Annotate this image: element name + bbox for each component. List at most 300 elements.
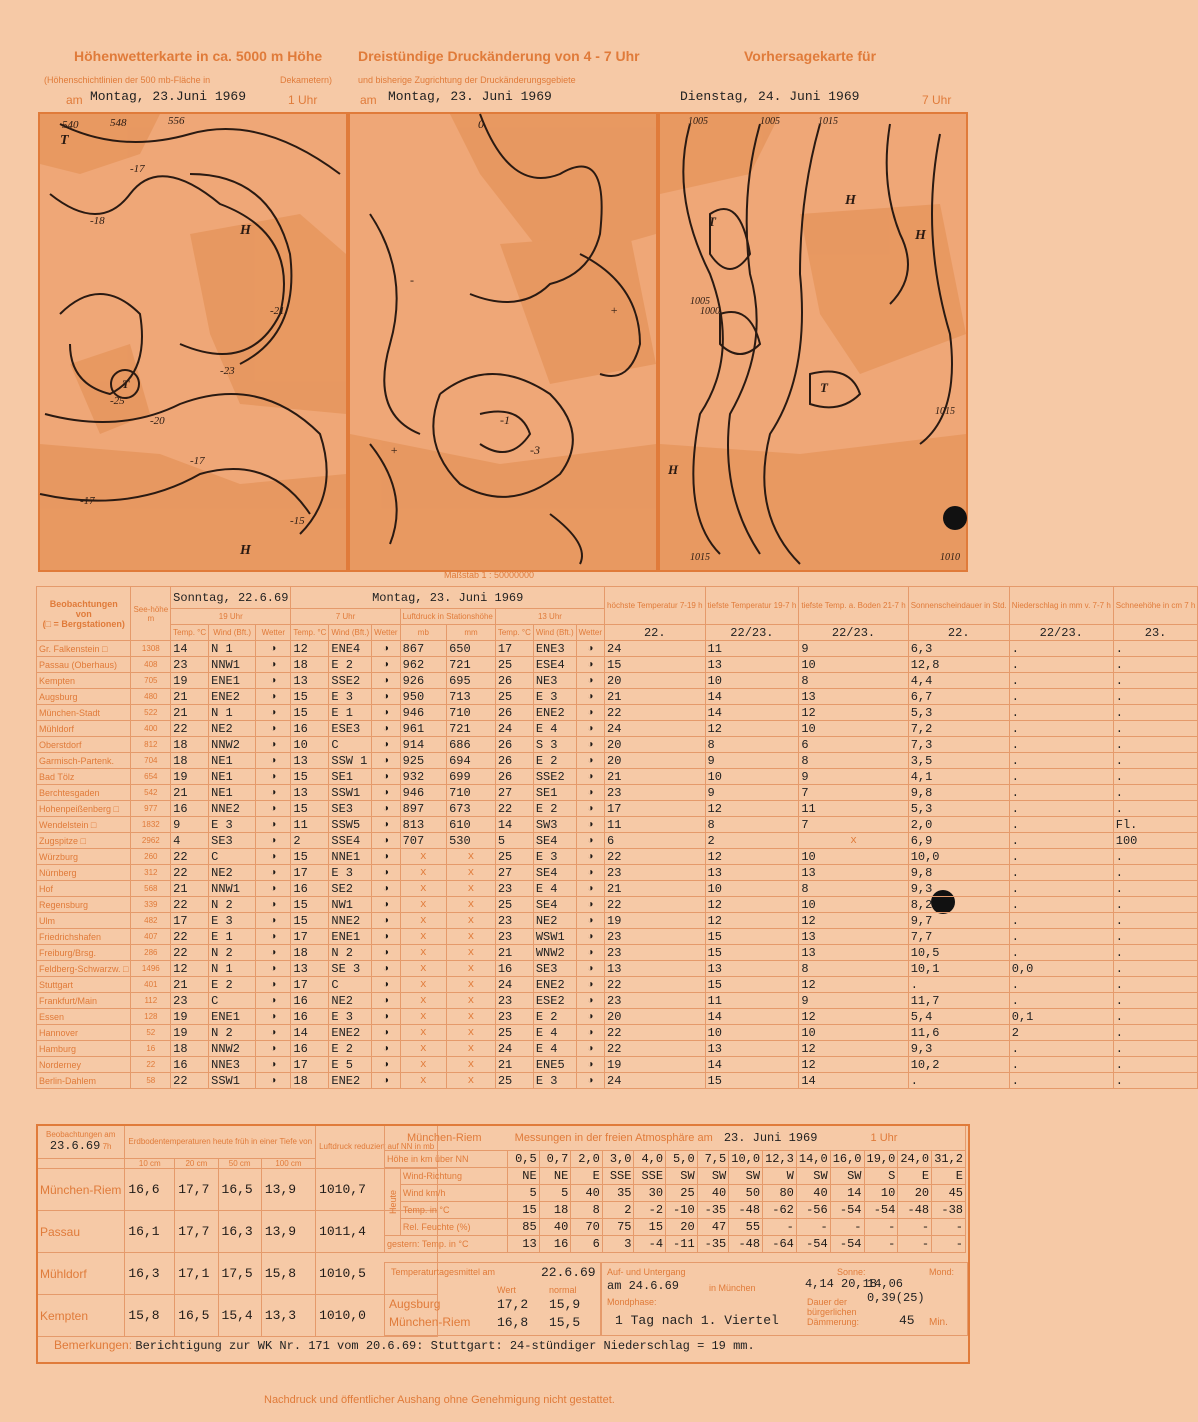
middle-map-title: Dreistündige Druckänderung von 4 - 7 Uhr xyxy=(358,48,640,64)
weather-symbol-icon: ◑ xyxy=(256,1057,291,1073)
cell-sn: . xyxy=(1113,1057,1198,1073)
cell-s: 10,1 xyxy=(908,961,1009,977)
cell-t2: 15 xyxy=(291,769,329,785)
cell-sn: . xyxy=(1113,977,1198,993)
cell-w1: ENE2 xyxy=(209,689,256,705)
left-map-subtitle: (Höhenschichtlinien der 500 mb-Fläche in xyxy=(44,75,211,85)
cell-h: 1832 xyxy=(131,817,171,833)
cell-n: Hohenpeißenberg □ xyxy=(37,801,131,817)
atm-cell-spd: 40 xyxy=(697,1185,729,1202)
cell-mm: 695 xyxy=(447,673,496,689)
remarks-label: Bemerkungen: xyxy=(54,1338,133,1352)
cell-w2: SE2 xyxy=(329,881,372,897)
cell-h: 705 xyxy=(131,673,171,689)
cell-s: 12,8 xyxy=(908,657,1009,673)
cell-w2: SSW1 xyxy=(329,785,372,801)
svg-text:1000: 1000 xyxy=(700,306,720,317)
cell-t1: 21 xyxy=(171,689,209,705)
cell-mb: 946 xyxy=(400,705,447,721)
weather-symbol-icon: ◑ xyxy=(372,849,400,865)
soil-cell-d: 13,3 xyxy=(261,1295,315,1337)
cell-t2: 13 xyxy=(291,673,329,689)
atm-cell-feu: 70 xyxy=(571,1219,603,1236)
cell-s: 7,2 xyxy=(908,721,1009,737)
cell-w3: SE4 xyxy=(533,865,576,881)
cell-h: 1496 xyxy=(131,961,171,977)
weather-symbol-icon: ◑ xyxy=(372,721,400,737)
cell-sn: Fl. xyxy=(1113,817,1198,833)
cell-t3: 26 xyxy=(495,753,533,769)
cell-t1: 12 xyxy=(171,961,209,977)
atm-subtitle: Messungen in der freien Atmosphäre am xyxy=(514,1131,713,1144)
table-row xyxy=(37,1025,1198,1041)
cell-n: Kempten xyxy=(37,673,131,689)
atm-temp-label: Temp. in °C xyxy=(400,1202,507,1219)
cell-w2: SE3 xyxy=(329,801,372,817)
atm-cell-gest: - xyxy=(932,1236,966,1253)
cell-t2: 16 xyxy=(291,1009,329,1025)
cell-t3: 24 xyxy=(495,977,533,993)
weather-symbol-icon: ◑ xyxy=(372,881,400,897)
cell-hx: 19 xyxy=(605,1057,705,1073)
cell-w3: ESE2 xyxy=(533,993,576,1009)
cell-mm: 710 xyxy=(447,705,496,721)
cell-mm: 710 xyxy=(447,785,496,801)
weather-symbol-icon: ◑ xyxy=(576,881,604,897)
twilight-unit: Min. xyxy=(929,1317,948,1328)
atm-cell-spd: 50 xyxy=(729,1185,763,1202)
cell-sn: . xyxy=(1113,945,1198,961)
cell-t1: 22 xyxy=(171,1073,209,1089)
cell-r: . xyxy=(1009,945,1113,961)
cell-sn: . xyxy=(1113,1025,1198,1041)
cell-w2: ENE1 xyxy=(329,929,372,945)
cell-tx: 8 xyxy=(705,737,799,753)
atm-cell-dir: S xyxy=(864,1168,898,1185)
mean-temp-value-1: 17,2 xyxy=(497,1297,529,1312)
soil-cell-b: 17,1 xyxy=(175,1253,218,1295)
mean-temp-value-2: 16,8 xyxy=(497,1315,529,1330)
cell-w2: E 3 xyxy=(329,1009,372,1025)
weather-symbol-icon: ◑ xyxy=(372,993,400,1009)
cell-r: . xyxy=(1009,817,1113,833)
cell-w3: E 4 xyxy=(533,881,576,897)
cell-w1: N 2 xyxy=(209,1025,256,1041)
weather-symbol-icon: ◑ xyxy=(576,849,604,865)
svg-text:-1: -1 xyxy=(500,413,510,427)
cell-n: Gr. Falkenstein □ xyxy=(37,641,131,657)
soil-cell-c: 16,3 xyxy=(218,1211,261,1253)
cell-t2: 18 xyxy=(291,945,329,961)
cell-r: . xyxy=(1009,721,1113,737)
atm-cell-dir: SW xyxy=(830,1168,864,1185)
weather-symbol-icon: ◑ xyxy=(256,1009,291,1025)
cell-t1: 22 xyxy=(171,721,209,737)
cell-sn: . xyxy=(1113,753,1198,769)
cell-n: Oberstdorf xyxy=(37,737,131,753)
cell-r: . xyxy=(1009,977,1113,993)
cell-w3: E 2 xyxy=(533,1009,576,1025)
weather-symbol-icon: ◑ xyxy=(576,1073,604,1089)
cell-sn: . xyxy=(1113,929,1198,945)
cell-s: 8,2 xyxy=(908,897,1009,913)
col-date-3: 22/23. xyxy=(799,625,908,641)
cell-t3: 17 xyxy=(495,641,533,657)
weather-symbol-icon: ◑ xyxy=(256,1073,291,1089)
cell-t3: 27 xyxy=(495,785,533,801)
soil-cell-b: 16,5 xyxy=(175,1295,218,1337)
cell-t3: 25 xyxy=(495,1025,533,1041)
cell-hx: 23 xyxy=(605,993,705,1009)
cell-w2: ENE2 xyxy=(329,1025,372,1041)
cell-tb: 12 xyxy=(799,977,908,993)
cell-sn: . xyxy=(1113,673,1198,689)
cell-mm: 699 xyxy=(447,769,496,785)
cell-h: 408 xyxy=(131,657,171,673)
cell-tx: 10 xyxy=(705,881,799,897)
cell-s: . xyxy=(908,1073,1009,1089)
table-row xyxy=(37,673,1198,689)
cell-t3: 21 xyxy=(495,945,533,961)
atm-cell-temp: 2 xyxy=(602,1202,634,1219)
soil-cell-p: 1010,5 xyxy=(316,1253,438,1295)
atm-yesterday-label: gestern: Temp. in °C xyxy=(385,1236,508,1253)
cell-s: 10,2 xyxy=(908,1057,1009,1073)
table-row xyxy=(37,817,1198,833)
weather-symbol-icon: ◑ xyxy=(256,977,291,993)
cell-hx: 20 xyxy=(605,753,705,769)
cell-tx: 14 xyxy=(705,689,799,705)
cell-n: München-Stadt xyxy=(37,705,131,721)
cell-w1: SSW1 xyxy=(209,1073,256,1089)
cell-tx: 10 xyxy=(705,1025,799,1041)
cell-tx: 13 xyxy=(705,961,799,977)
cell-tx: 9 xyxy=(705,785,799,801)
cell-n: Zugspitze □ xyxy=(37,833,131,849)
cell-w1: C xyxy=(209,993,256,1009)
atm-height-row xyxy=(385,1151,966,1168)
cell-t3: 23 xyxy=(495,881,533,897)
cell-r: . xyxy=(1009,913,1113,929)
cell-w3: SE3 xyxy=(533,961,576,977)
weather-symbol-icon: ◑ xyxy=(256,785,291,801)
weather-symbol-icon: ◑ xyxy=(372,945,400,961)
cell-w1: N 1 xyxy=(209,641,256,657)
cell-tb: 13 xyxy=(799,689,908,705)
cell-hx: 19 xyxy=(605,913,705,929)
cell-sn: . xyxy=(1113,641,1198,657)
cell-t3: 26 xyxy=(495,737,533,753)
cell-w3: WSW1 xyxy=(533,929,576,945)
svg-text:H: H xyxy=(915,228,926,243)
soil-cell-d: 15,8 xyxy=(261,1253,315,1295)
cell-mb: 925 xyxy=(400,753,447,769)
cell-mb: x xyxy=(400,1041,447,1057)
table-row xyxy=(37,641,1198,657)
cell-r: . xyxy=(1009,753,1113,769)
atm-cell-feu: - xyxy=(898,1219,932,1236)
cell-mb: 926 xyxy=(400,673,447,689)
cell-tb: 8 xyxy=(799,753,908,769)
svg-text:1010: 1010 xyxy=(940,552,960,563)
cell-hx: 20 xyxy=(605,1009,705,1025)
cell-t2: 15 xyxy=(291,705,329,721)
atm-cell-heights: 24,0 xyxy=(898,1151,932,1168)
cell-w3: E 3 xyxy=(533,1073,576,1089)
cell-s: 9,3 xyxy=(908,1041,1009,1057)
cell-t3: 25 xyxy=(495,689,533,705)
weather-symbol-icon: ◑ xyxy=(576,737,604,753)
svg-text:-17: -17 xyxy=(80,495,95,507)
cell-tx: 15 xyxy=(705,1073,799,1089)
cell-t1: 22 xyxy=(171,865,209,881)
atm-cell-spd: 25 xyxy=(666,1185,698,1202)
cell-tb: 12 xyxy=(799,705,908,721)
table-row xyxy=(37,961,1198,977)
atm-cell-temp: -10 xyxy=(666,1202,698,1219)
max-temp-header: höchste Temperatur 7-19 h xyxy=(605,587,705,625)
cell-tx: 12 xyxy=(705,721,799,737)
cell-mm: 713 xyxy=(447,689,496,705)
observations-body xyxy=(37,641,1198,1089)
cell-mb: 932 xyxy=(400,769,447,785)
atm-dir-label: Wind-Richtung xyxy=(400,1168,507,1185)
cell-n: Ulm xyxy=(37,913,131,929)
monday-7-header: 7 Uhr xyxy=(291,609,400,625)
cell-w1: SE3 xyxy=(209,833,256,849)
upper-atmosphere-table xyxy=(384,1124,966,1253)
cell-sn: . xyxy=(1113,1009,1198,1025)
weather-symbol-icon: ◑ xyxy=(576,657,604,673)
atm-cell-feu: 47 xyxy=(697,1219,729,1236)
soil-cell-d: 13,9 xyxy=(261,1169,315,1211)
atm-cell-heights: 7,5 xyxy=(697,1151,729,1168)
cell-tb: 10 xyxy=(799,657,908,673)
atm-title-row xyxy=(385,1125,966,1151)
cell-t1: 23 xyxy=(171,993,209,1009)
cell-w1: N 1 xyxy=(209,705,256,721)
weather-symbol-icon: ◑ xyxy=(372,1073,400,1089)
sun-times: 4,14 20,18 xyxy=(805,1277,878,1291)
cell-w1: N 2 xyxy=(209,945,256,961)
cell-mb: x xyxy=(400,1025,447,1041)
cell-r: . xyxy=(1009,1041,1113,1057)
cell-t3: 25 xyxy=(495,897,533,913)
cell-hx: 13 xyxy=(605,961,705,977)
svg-text:H: H xyxy=(240,543,251,558)
cell-mb: 961 xyxy=(400,721,447,737)
weather-symbol-icon: ◑ xyxy=(372,1009,400,1025)
cell-t1: 4 xyxy=(171,833,209,849)
cell-w2: E 3 xyxy=(329,865,372,881)
weather-symbol-icon: ◑ xyxy=(256,1041,291,1057)
min-temp-header: tiefste Temperatur 19-7 h xyxy=(705,587,799,625)
atm-time: 1 Uhr xyxy=(870,1131,898,1144)
col-wetter: Wetter xyxy=(256,625,291,641)
cell-h: 2962 xyxy=(131,833,171,849)
cell-w1: E 2 xyxy=(209,977,256,993)
cell-w3: SSE2 xyxy=(533,769,576,785)
cell-s: 9,8 xyxy=(908,785,1009,801)
cell-tb: 14 xyxy=(799,1073,908,1089)
cell-t2: 18 xyxy=(291,1073,329,1089)
cell-w3: S 3 xyxy=(533,737,576,753)
cell-h: 400 xyxy=(131,721,171,737)
cell-w1: C xyxy=(209,849,256,865)
svg-text:-: - xyxy=(410,273,414,287)
weather-symbol-icon: ◑ xyxy=(372,1057,400,1073)
weather-symbol-icon: ◑ xyxy=(372,785,400,801)
weather-symbol-icon: ◑ xyxy=(372,657,400,673)
atm-cell-dir: SW xyxy=(796,1168,830,1185)
atm-cell-dir: SW xyxy=(729,1168,763,1185)
weather-symbol-icon: ◑ xyxy=(372,897,400,913)
moon-times: 14,06 0,39(25) xyxy=(867,1277,925,1305)
sunshine-header: Sonnenscheindauer in Std. xyxy=(908,587,1009,625)
atm-cell-temp: -35 xyxy=(697,1202,729,1219)
cell-w2: SSE4 xyxy=(329,833,372,849)
cell-t3: 5 xyxy=(495,833,533,849)
cell-w2: ENE4 xyxy=(329,641,372,657)
cell-h: 407 xyxy=(131,929,171,945)
cell-tx: 14 xyxy=(705,1009,799,1025)
weather-symbol-icon: ◑ xyxy=(372,913,400,929)
atm-cell-dir: SSE xyxy=(634,1168,666,1185)
cell-t2: 16 xyxy=(291,881,329,897)
soil-row xyxy=(37,1169,438,1211)
weather-symbol-icon: ◑ xyxy=(576,817,604,833)
cell-w2: SSE2 xyxy=(329,673,372,689)
cell-hx: 21 xyxy=(605,881,705,897)
cell-mb: 867 xyxy=(400,641,447,657)
weather-symbol-icon: ◑ xyxy=(576,705,604,721)
cell-w1: NNE3 xyxy=(209,1057,256,1073)
atm-cell-heights: 0,7 xyxy=(539,1151,571,1168)
sun-moon-block xyxy=(600,1262,968,1336)
cell-tb: 13 xyxy=(799,945,908,961)
weather-symbol-icon: ◑ xyxy=(256,993,291,1009)
soil-cell-d: 13,9 xyxy=(261,1211,315,1253)
col-mm: mm xyxy=(447,625,496,641)
punch-hole-1 xyxy=(943,506,967,530)
cell-h: 58 xyxy=(131,1073,171,1089)
cell-s: 9,8 xyxy=(908,865,1009,881)
mean-temp-station-2: München-Riem xyxy=(389,1315,471,1329)
table-row xyxy=(37,1041,1198,1057)
atm-cell-dir: SSE xyxy=(602,1168,634,1185)
cell-w1: ENE1 xyxy=(209,1009,256,1025)
cell-h: 339 xyxy=(131,897,171,913)
atm-cell-feu: - xyxy=(763,1219,797,1236)
weather-symbol-icon: ◑ xyxy=(576,673,604,689)
cell-mm: 694 xyxy=(447,753,496,769)
svg-text:T: T xyxy=(708,214,716,229)
cell-h: 22 xyxy=(131,1057,171,1073)
table-row xyxy=(37,1057,1198,1073)
cell-tx: 2 xyxy=(705,833,799,849)
weather-symbol-icon: ◑ xyxy=(372,705,400,721)
cell-r: . xyxy=(1009,769,1113,785)
col-date-6: 23. xyxy=(1113,625,1198,641)
weather-symbol-icon: ◑ xyxy=(256,1025,291,1041)
cell-w2: SE1 xyxy=(329,769,372,785)
soil-cell-n: Mühldorf xyxy=(37,1253,125,1295)
cell-tx: 12 xyxy=(705,913,799,929)
svg-text:-18: -18 xyxy=(90,215,105,227)
svg-text:-23: -23 xyxy=(220,365,235,377)
cell-h: 522 xyxy=(131,705,171,721)
forecast-map xyxy=(658,112,968,572)
cell-s: 11,7 xyxy=(908,993,1009,1009)
col-wind: Wind (Bft.) xyxy=(209,625,256,641)
left-map-subtitle-2: Dekametern) xyxy=(280,75,333,85)
cell-t3: 27 xyxy=(495,865,533,881)
cell-t3: 26 xyxy=(495,705,533,721)
cell-hx: 24 xyxy=(605,721,705,737)
cell-mb: x xyxy=(400,1057,447,1073)
mean-temp-normal: normal xyxy=(549,1285,577,1295)
atm-height-label: Höhe in km über NN xyxy=(385,1151,508,1168)
cell-mb: x xyxy=(400,929,447,945)
cell-t2: 18 xyxy=(291,657,329,673)
cell-t2: 17 xyxy=(291,929,329,945)
atm-cell-gest: - xyxy=(864,1236,898,1253)
cell-t1: 21 xyxy=(171,881,209,897)
cell-t1: 18 xyxy=(171,737,209,753)
weather-symbol-icon: ◑ xyxy=(372,817,400,833)
col-wind: Wind (Bft.) xyxy=(533,625,576,641)
cell-tx: 15 xyxy=(705,929,799,945)
cell-r: . xyxy=(1009,881,1113,897)
monday-header: Montag, 23. Juni 1969 xyxy=(291,587,605,609)
weather-symbol-icon: ◑ xyxy=(576,977,604,993)
cell-hx: 20 xyxy=(605,737,705,753)
cell-r: 0,0 xyxy=(1009,961,1113,977)
cell-h: 654 xyxy=(131,769,171,785)
cell-w1: N 1 xyxy=(209,961,256,977)
col-wetter: Wetter xyxy=(576,625,604,641)
atm-cell-gest: -48 xyxy=(729,1236,763,1253)
atm-cell-feu: 55 xyxy=(729,1219,763,1236)
observations-table xyxy=(36,586,1198,1089)
cell-t1: 19 xyxy=(171,1025,209,1041)
cell-s: 7,3 xyxy=(908,737,1009,753)
cell-w2: ESE3 xyxy=(329,721,372,737)
svg-text:H: H xyxy=(845,193,856,208)
cell-w2: ENE2 xyxy=(329,1073,372,1089)
svg-text:1015: 1015 xyxy=(818,116,838,127)
altitude-header: See-höhe m xyxy=(131,587,171,641)
cell-tx: 14 xyxy=(705,705,799,721)
cell-mm: x xyxy=(447,993,496,1009)
weather-symbol-icon: ◑ xyxy=(256,689,291,705)
atm-cell-gest: 6 xyxy=(571,1236,603,1253)
atm-cell-spd: 30 xyxy=(634,1185,666,1202)
soil-row xyxy=(37,1253,438,1295)
cell-t3: 26 xyxy=(495,673,533,689)
cell-t2: 13 xyxy=(291,961,329,977)
cell-n: Stuttgart xyxy=(37,977,131,993)
cell-h: 52 xyxy=(131,1025,171,1041)
atm-cell-heights: 3,0 xyxy=(602,1151,634,1168)
cell-h: 112 xyxy=(131,993,171,1009)
cell-s: 3,5 xyxy=(908,753,1009,769)
weather-symbol-icon: ◑ xyxy=(372,961,400,977)
atm-cell-feu: 40 xyxy=(539,1219,571,1236)
cell-t1: 14 xyxy=(171,641,209,657)
cell-n: Garmisch-Partenk. xyxy=(37,753,131,769)
cell-t1: 21 xyxy=(171,705,209,721)
